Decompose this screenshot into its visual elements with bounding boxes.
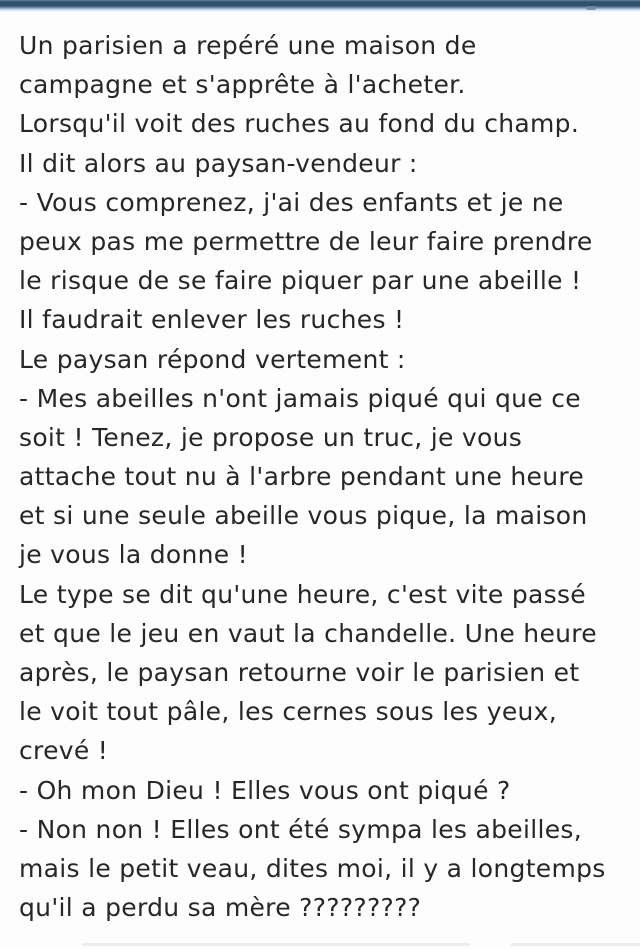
top-bar <box>0 0 640 12</box>
joke-line: le voit tout pâle, les cernes sous les yeux, <box>19 697 558 727</box>
joke-line: - Vous comprenez, j'ai des enfants et je ne <box>19 187 564 217</box>
joke-line: et que le jeu en vaut la chandelle. Une heure <box>19 618 597 648</box>
joke-line: - Mes abeilles n'ont jamais piqué qui que ce <box>19 383 581 413</box>
joke-line: peux pas me permettre de leur faire prendre <box>19 226 593 256</box>
joke-line: soit ! Tenez, je propose un truc, je vous <box>19 422 523 452</box>
joke-line: crevé ! <box>19 736 109 766</box>
joke-line: le risque de se faire piquer par une abeille ! <box>19 266 582 296</box>
bottom-divider-right <box>511 943 640 946</box>
joke-line: après, le paysan retourne voir le parisien et <box>19 658 580 687</box>
joke-text <box>0 26 640 927</box>
joke-line: - Oh mon Dieu ! Elles vous ont piqué ? <box>19 775 511 805</box>
top-bar-notch <box>586 6 596 10</box>
joke-line: Le paysan répond vertement : <box>19 344 406 374</box>
joke-line: Le type se dit qu'une heure, c'est vite passé <box>19 579 586 609</box>
joke-line: et si une seule abeille vous pique, la maison <box>19 501 588 531</box>
joke-line: Un parisien a repéré une maison de <box>19 31 477 60</box>
joke-line: mais le petit veau, dites moi, il y a longtemps <box>19 853 606 883</box>
joke-line: campagne et s'apprête à l'acheter. <box>19 70 466 100</box>
joke-line: Lorsqu'il voit des ruches au fond du champ. <box>19 109 580 139</box>
joke-line: attache tout nu à l'arbre pendant une heure <box>19 462 585 492</box>
joke-line: Il dit alors au paysan-vendeur : <box>19 148 418 178</box>
joke-line: Il faudrait enlever les ruches ! <box>19 305 405 335</box>
bottom-divider-left <box>82 943 470 946</box>
joke-line: qu'il a perdu sa mère ????????? <box>19 893 422 923</box>
joke-line: - Non non ! Elles ont été sympa les abeilles, <box>19 814 582 844</box>
joke-line: je vous la donne ! <box>19 540 248 570</box>
